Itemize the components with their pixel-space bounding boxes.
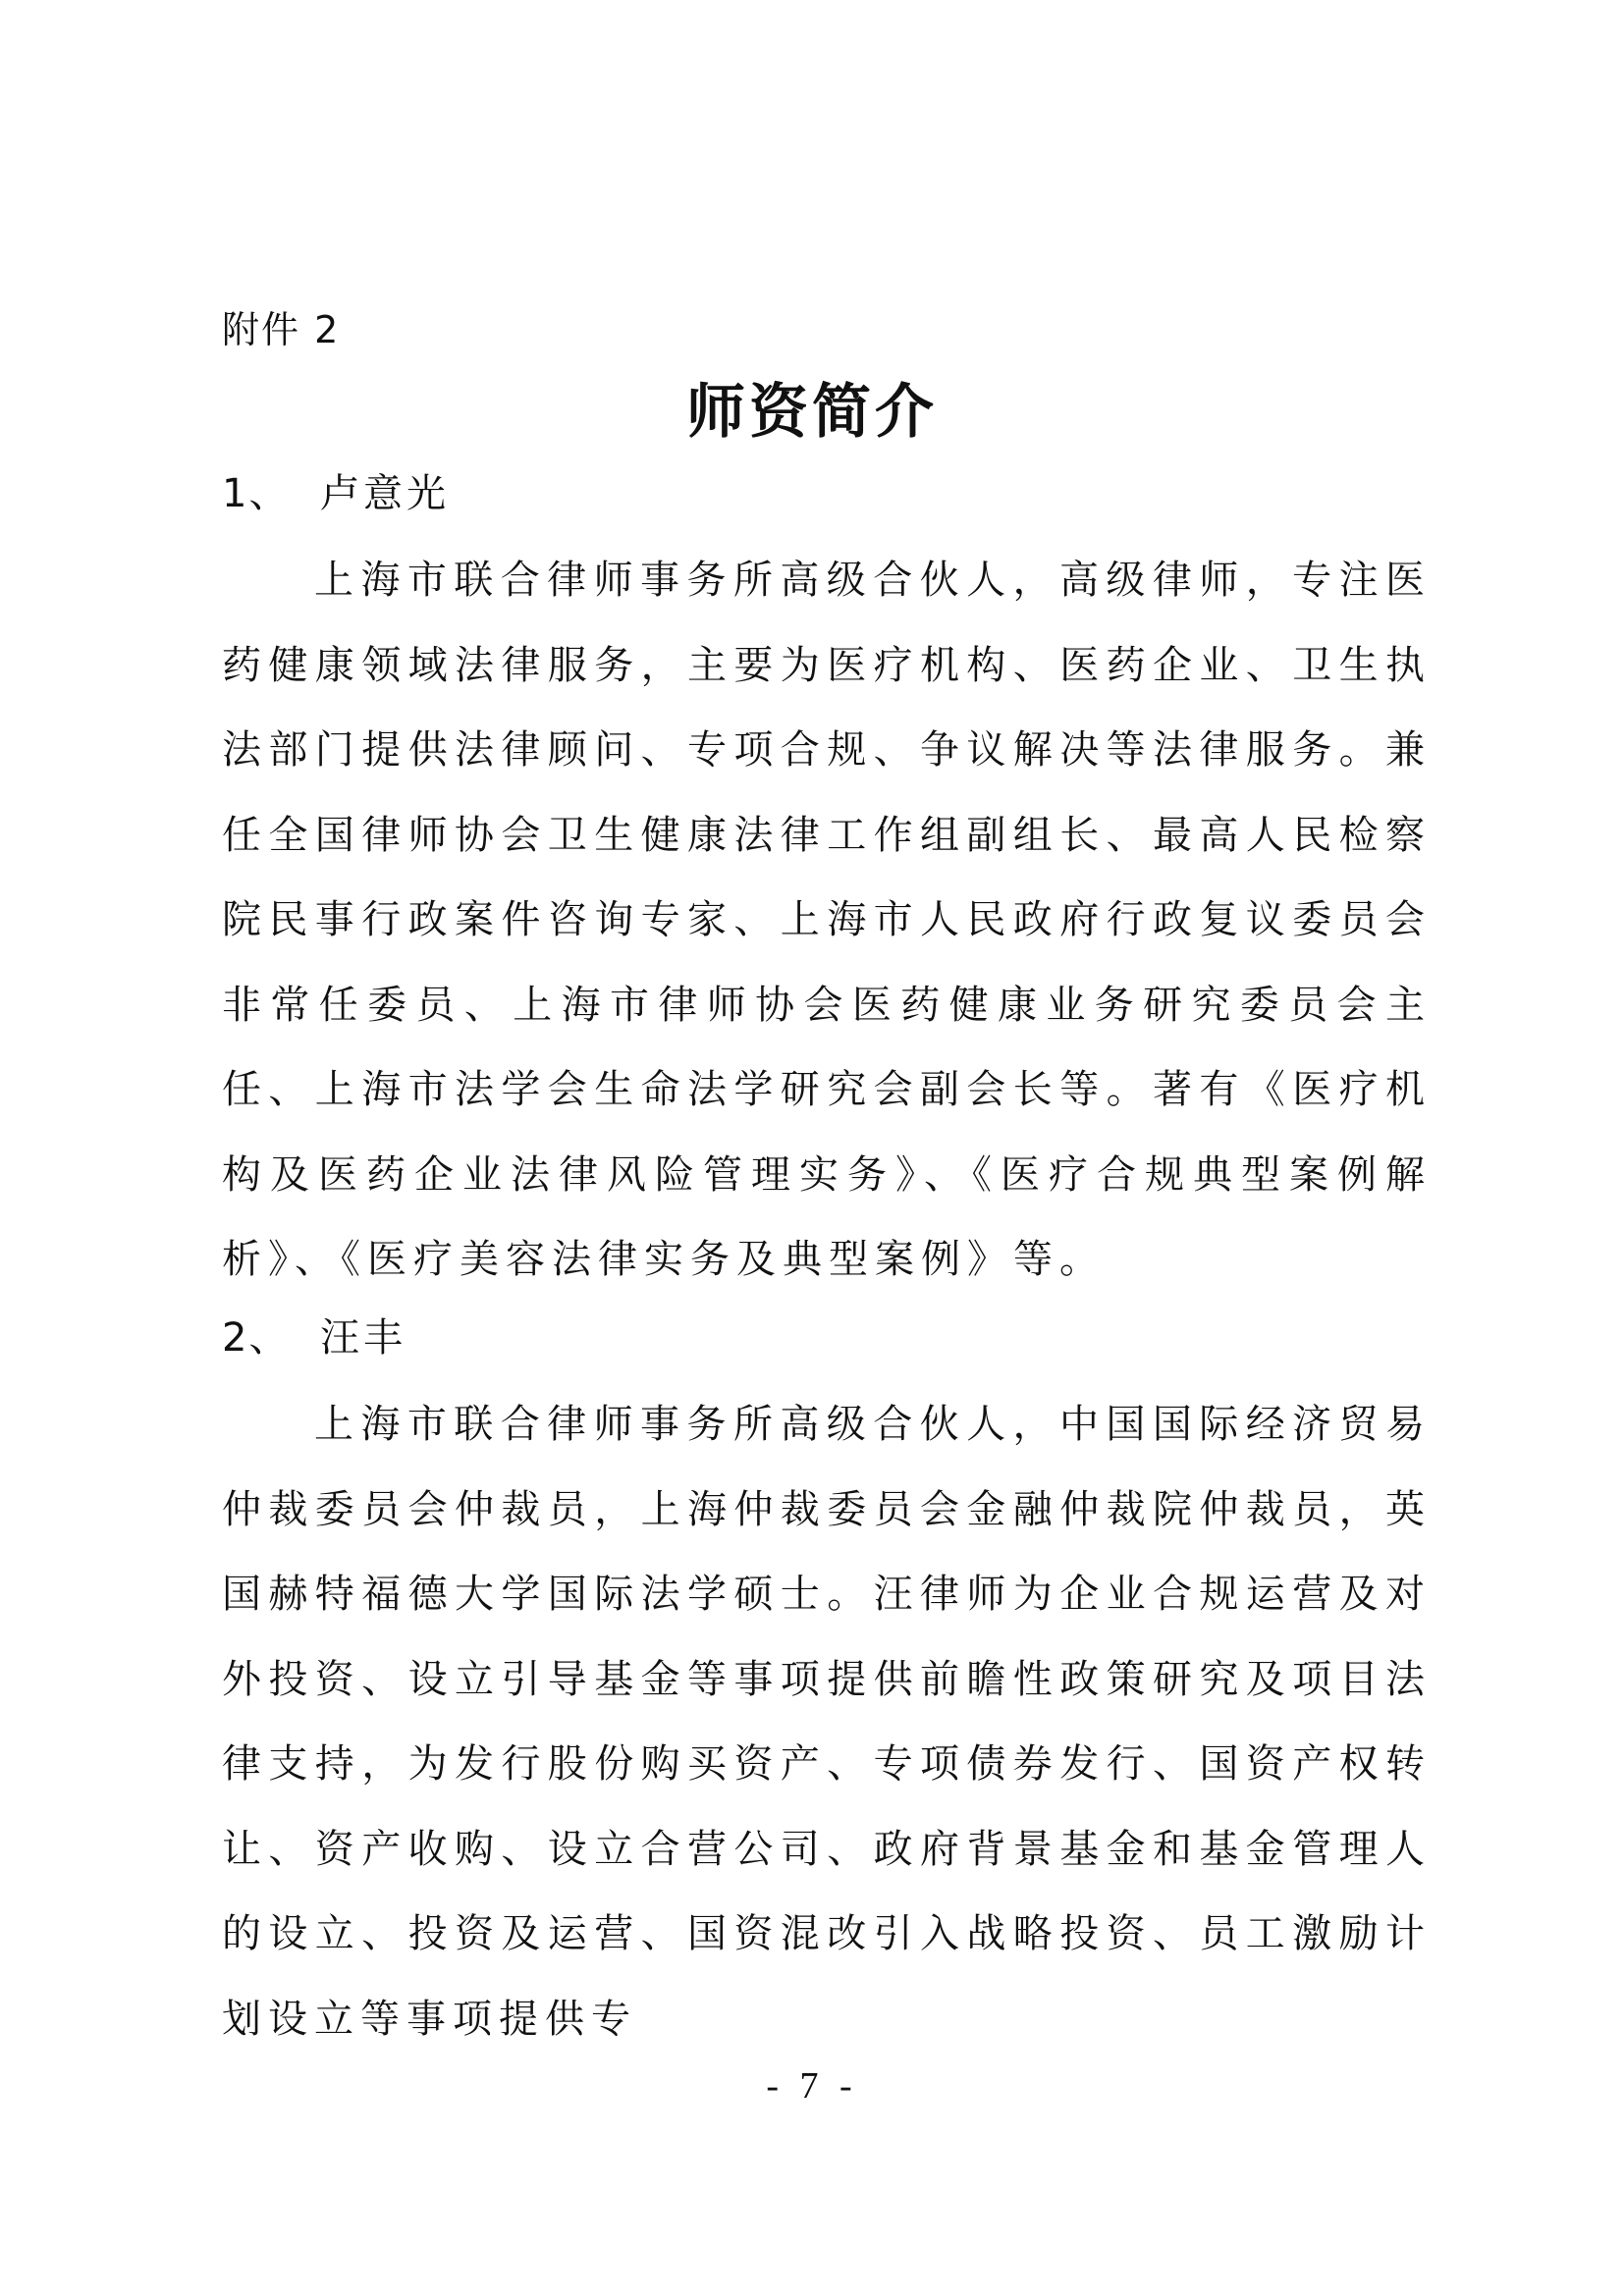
section-number: 2、 [222, 1315, 291, 1361]
section-heading-1 [222, 466, 450, 521]
section-name: 汪丰 [320, 1315, 406, 1361]
attachment-label: 附件 2 [222, 308, 341, 351]
section-paragraph-1: 上海市联合律师事务所高级合伙人，高级律师，专注医药健康领域法律服务，主要为医疗机构、医药企业、卫生执法部门提供法律顾问、专项合规、争议解决等法律服务。兼任全国律师协会卫生健康法律工作组副组长、最高人民检察院民事行政案件咨询专家、上海市人民政府行政复议委员会非常任委员、上海市律师协会医药健康业务研究委员会主任、上海市法学会生命法学研究会副会长等。著有《医疗机构及医药企业法律风险管理实务》、《医疗合规典型案例解析》、《医疗美容法律实务及典型案例》等。 [222, 558, 1432, 1282]
section-heading-2 [222, 1310, 406, 1365]
page-number: - 7 - [766, 2065, 858, 2107]
page-title: 师资简介 [686, 378, 938, 447]
section-name: 卢意光 [320, 471, 450, 516]
section-paragraph-2: 上海市联合律师事务所高级合伙人，中国国际经济贸易仲裁委员会仲裁员，上海仲裁委员会金融仲裁院仲裁员，英国赫特福德大学国际法学硕士。汪律师为企业合规运营及对外投资、设立引导基金等事项提供前瞻性政策研究及项目法律支持，为发行股份购买资产、专项债券发行、国资产权转让、资产收购、设立合营公司、政府背景基金和基金管理人的设立、投资及运营、国资混改引入战略投资、员工激励计划设立等事项提供专 [222, 1402, 1432, 2042]
section-number: 1、 [222, 471, 291, 516]
